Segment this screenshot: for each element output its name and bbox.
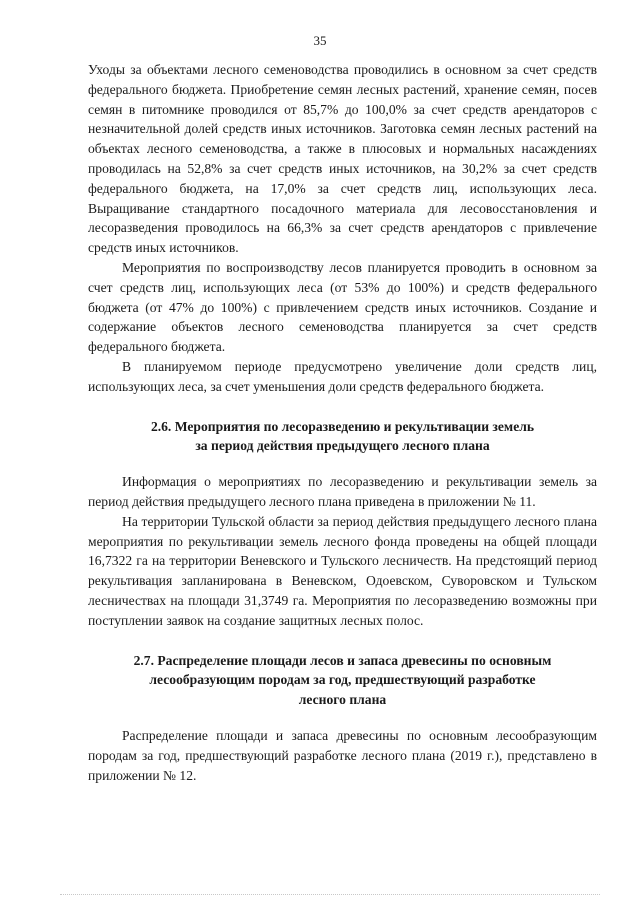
section-2-7-title-line2: лесообразующим породам за год, предшествующий разработке — [149, 672, 536, 688]
paragraph-afforestation-info: Информация о мероприятиях по лесоразведению и рекультивации земель за период действия предыдущего лесного плана приведена в приложении № 11. — [88, 474, 597, 509]
section-2-7-title-line3: лесного плана — [298, 692, 387, 708]
section-2-6-title-line1: 2.6. Мероприятия по лесоразведению и рекультивации земель — [150, 418, 535, 434]
section-2-6-title-line2: за период действия предыдущего лесного плана — [195, 438, 490, 454]
page-content — [88, 60, 597, 785]
section-2-6-title — [88, 417, 597, 457]
paragraph-planned-period: В планируемом периоде предусмотрено увеличение доли средств лиц, использующих леса, за счет уменьшения доли средств федерального бюджета. — [88, 358, 597, 394]
paragraph-species-distribution: Распределение площади и запаса древесины по основным лесообразующим породам за год, предшествующий разработке лесного плана (2019 г.), представлено в приложении № 12. — [88, 727, 597, 783]
section-2-7-title-line1: 2.7. Распределение площади лесов и запаса древесины по основным — [133, 652, 552, 668]
paragraph-reproduction-plan: Мероприятия по воспроизводству лесов планируется проводить в основном за счет средств лиц, использующих леса (от 53% до 100%) и средств федерального бюджета (от 47% до 100%) с привлечением средств иных источников. Создание и содержание объектов лесного семеноводства планируется за счет средств федерального бюджета. — [88, 259, 597, 355]
scan-artifact-line — [60, 894, 600, 899]
page-number: 35 — [313, 33, 327, 48]
section-2-7-title — [88, 651, 597, 710]
paragraph-reclamation: На территории Тульской области за период действия предыдущего лесного плана мероприятия по рекультивации земель лесного фонда проведены на общей площади 16,7322 га на территории Веневского и Тульского лесничеств. На предстоящий период рекультивация запланирована в Веневском, Одоевском, Суворовском и Тульском лесничествах на площади 31,3749 га. Мероприятия по лесоразведению возможны при поступлении заявок на создание защитных лесных полос. — [88, 513, 597, 628]
paragraph-seed-care: Уходы за объектами лесного семеноводства проводились в основном за счет средств федерального бюджета. Приобретение семян лесных растений, хранение семян, посев семян в питомнике проводился от 85,7% до 100,0% за счет средств арендаторов с незначительной долей средств иных источников. Заготовка семян лесных растений на объектах лесного семеноводства, а также в плюсовых и нормальных насаждениях проводилась на 52,8% за счет средств иных источников, на 30,2% за счет средств федерального бюджета, на 17,0% за счет средств лиц, использующих леса. Выращивание стандартного посадочного материала для лесовосстановления и лесоразведения проводилось на 66,3% за счет средств арендаторов с привлечение средств иных источников. — [88, 62, 597, 256]
